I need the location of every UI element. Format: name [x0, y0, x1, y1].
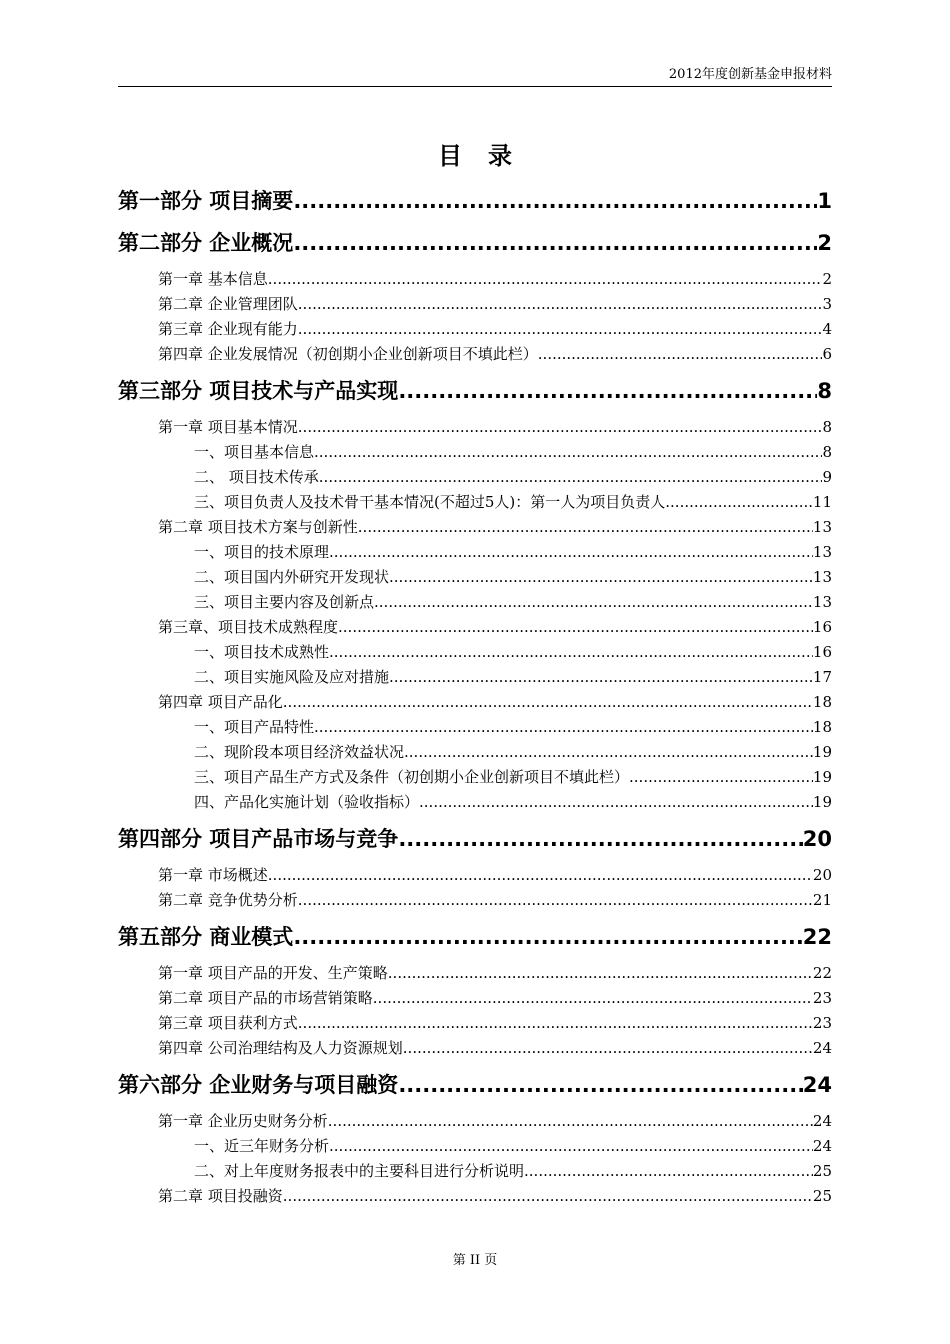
toc-chapter-entry[interactable]	[118, 515, 832, 540]
toc-page-number: 20	[802, 827, 832, 851]
toc-part-entry[interactable]	[118, 1067, 832, 1103]
toc-entry-title: 第一章 市场概述	[158, 866, 268, 884]
table-of-contents	[118, 178, 832, 1209]
toc-dot-leader	[293, 183, 817, 219]
toc-chapter-entry[interactable]	[118, 1011, 832, 1036]
toc-dot-leader	[298, 317, 823, 342]
toc-entry-title: 一、近三年财务分析	[194, 1137, 330, 1155]
toc-part-entry[interactable]	[118, 225, 832, 261]
toc-dot-leader	[314, 715, 813, 740]
toc-page-number: 2	[817, 231, 832, 255]
toc-page-number: 24	[802, 1073, 832, 1097]
toc-part-entry[interactable]	[118, 183, 832, 219]
toc-page-number: 19	[812, 743, 832, 761]
toc-dot-leader	[293, 225, 817, 261]
toc-page-number: 1	[817, 189, 832, 213]
toc-entry-title: 二、对上年度财务报表中的主要科目进行分析说明	[194, 1162, 525, 1180]
toc-page-number: 18	[812, 718, 832, 736]
toc-section-entry[interactable]	[118, 540, 832, 565]
toc-chapter-entry[interactable]	[118, 1036, 832, 1061]
toc-dot-leader	[404, 740, 813, 765]
page-footer	[0, 1249, 950, 1268]
toc-chapter-entry[interactable]	[118, 342, 832, 367]
toc-dot-leader	[329, 540, 813, 565]
toc-entry-title: 第一章 项目产品的开发、生产策略	[158, 964, 388, 982]
toc-entry-title: 二、 项目技术传承	[194, 468, 319, 486]
toc-section-entry[interactable]	[118, 740, 832, 765]
toc-entry-title: 第二章 企业管理团队	[158, 295, 298, 313]
toc-dot-leader	[298, 415, 823, 440]
toc-page-number: 22	[802, 925, 832, 949]
toc-page-number: 8	[822, 418, 832, 436]
toc-section-entry[interactable]	[118, 1134, 832, 1159]
toc-entry-title: 第三部分 项目技术与产品实现	[118, 379, 399, 403]
toc-page-number: 24	[812, 1112, 832, 1130]
toc-entry-title: 第一章 项目基本情况	[158, 418, 298, 436]
toc-section-entry[interactable]	[118, 1159, 832, 1184]
toc-chapter-entry[interactable]	[118, 961, 832, 986]
toc-chapter-entry[interactable]	[118, 1184, 832, 1209]
toc-chapter-entry[interactable]	[118, 1109, 832, 1134]
toc-dot-leader	[373, 986, 813, 1011]
toc-dot-leader	[389, 665, 813, 690]
toc-entry-title: 一、项目技术成熟性	[194, 643, 330, 661]
toc-part-entry[interactable]	[118, 919, 832, 955]
toc-dot-leader	[389, 565, 813, 590]
header-text: 2012年度创新基金申报材料	[668, 67, 832, 82]
toc-entry-title: 第三章 项目获利方式.	[158, 1014, 303, 1032]
toc-dot-leader	[524, 1159, 813, 1184]
toc-dot-leader	[403, 1036, 813, 1061]
toc-dot-leader	[629, 765, 813, 790]
toc-dot-leader	[268, 267, 823, 292]
toc-page-number: 16	[812, 643, 832, 661]
toc-dot-leader	[328, 1109, 813, 1134]
toc-dot-leader	[374, 590, 813, 615]
toc-dot-leader	[283, 1184, 813, 1209]
toc-chapter-entry[interactable]	[118, 986, 832, 1011]
toc-section-entry[interactable]	[118, 465, 832, 490]
toc-page-number: 8	[817, 379, 832, 403]
toc-dot-leader	[388, 961, 813, 986]
toc-page-number: 23	[812, 989, 832, 1007]
page-header	[118, 66, 832, 87]
toc-entry-title: 四、产品化实施计划（验收指标）	[194, 793, 420, 811]
toc-entry-title: 第二部分 企业概况	[118, 231, 294, 255]
toc-entry-title: 第四章 企业发展情况（初创期小企业创新项目不填此栏）	[158, 345, 538, 363]
toc-entry-title: 第四章 公司治理结构及人力资源规划	[158, 1039, 403, 1057]
toc-dot-leader	[319, 465, 823, 490]
toc-title: 目录	[438, 141, 538, 170]
toc-section-entry[interactable]	[118, 790, 832, 815]
toc-dot-leader	[293, 919, 802, 955]
toc-chapter-entry[interactable]	[118, 317, 832, 342]
toc-page-number: 9	[822, 468, 832, 486]
toc-entry-title: 一、项目产品特性	[194, 718, 315, 736]
toc-page-number: 25	[812, 1162, 832, 1180]
toc-page-number: 19	[812, 793, 832, 811]
toc-entry-title: 三、项目负责人及技术骨干基本情况(不超过5人)：第一人为项目负责人	[194, 493, 666, 511]
toc-page-number: 13	[812, 568, 832, 586]
toc-page-number: 22	[812, 964, 832, 982]
toc-page-number: 24	[812, 1039, 832, 1057]
toc-dot-leader	[303, 1011, 813, 1036]
toc-dot-leader	[398, 373, 817, 409]
toc-dot-leader	[419, 790, 813, 815]
toc-entry-title: 第五部分 商业模式	[118, 925, 294, 949]
toc-entry-title: 第二章 竞争优势分析	[158, 891, 298, 909]
toc-entry-title: 第一章 基本信息	[158, 270, 268, 288]
toc-dot-leader	[538, 342, 823, 367]
toc-part-entry[interactable]	[118, 373, 832, 409]
toc-dot-leader	[398, 1067, 802, 1103]
toc-entry-title: 二、项目实施风险及应对措施	[194, 668, 390, 686]
page-number: 第 II 页	[452, 1253, 498, 1268]
toc-chapter-entry[interactable]	[118, 690, 832, 715]
toc-entry-title: 二、项目国内外研究开发现状	[194, 568, 390, 586]
toc-section-entry[interactable]	[118, 590, 832, 615]
toc-page-number: 8	[822, 443, 832, 461]
toc-dot-leader	[665, 490, 813, 515]
toc-page-number: 23	[812, 1014, 832, 1032]
toc-entry-title: 第二章 项目产品的市场营销策略	[158, 989, 373, 1007]
toc-entry-title: 第三章 企业现有能力	[158, 320, 298, 338]
toc-chapter-entry[interactable]	[118, 863, 832, 888]
toc-page-number: 4	[822, 320, 832, 338]
toc-dot-leader	[298, 888, 813, 913]
toc-entry-title: 二、现阶段本项目经济效益状况	[194, 743, 405, 761]
toc-page-number: 13	[812, 593, 832, 611]
toc-section-entry[interactable]	[118, 765, 832, 790]
toc-dot-leader	[283, 690, 813, 715]
toc-page-number: 11	[812, 493, 832, 511]
toc-page-number: 17	[812, 668, 832, 686]
toc-entry-title: 一、项目的技术原理	[194, 543, 330, 561]
toc-entry-title: 第四章 项目产品化	[158, 693, 283, 711]
toc-entry-title: 三、项目主要内容及创新点	[194, 593, 375, 611]
toc-page-number: 3	[822, 295, 832, 313]
toc-dot-leader	[329, 640, 813, 665]
toc-chapter-entry[interactable]	[118, 267, 832, 292]
toc-part-entry[interactable]	[118, 821, 832, 857]
toc-page-number: 21	[812, 891, 832, 909]
toc-page-number: 13	[812, 518, 832, 536]
toc-dot-leader	[358, 515, 813, 540]
toc-chapter-entry[interactable]	[118, 615, 832, 640]
toc-entry-title: 第一部分 项目摘要	[118, 189, 294, 213]
toc-page-number: 6	[822, 345, 832, 363]
toc-dot-leader	[268, 863, 813, 888]
toc-entry-title: 第二章 项目投融资	[158, 1187, 283, 1205]
toc-dot-leader	[298, 292, 823, 317]
toc-page-number: 20	[812, 866, 832, 884]
toc-section-entry[interactable]	[118, 565, 832, 590]
toc-dot-leader	[398, 821, 802, 857]
toc-page-number: 25	[812, 1187, 832, 1205]
toc-section-entry[interactable]	[118, 665, 832, 690]
toc-chapter-entry[interactable]	[118, 292, 832, 317]
toc-entry-title: 第六部分 企业财务与项目融资	[118, 1073, 399, 1097]
toc-section-entry[interactable]	[118, 715, 832, 740]
toc-dot-leader	[314, 440, 822, 465]
toc-page-number: 24	[812, 1137, 832, 1155]
toc-dot-leader	[329, 1134, 813, 1159]
toc-entry-title: 第一章 企业历史财务分析	[158, 1112, 328, 1130]
toc-section-entry[interactable]	[118, 490, 832, 515]
toc-chapter-entry[interactable]	[118, 888, 832, 913]
toc-page-number: 2	[822, 270, 832, 288]
toc-entry-title: 三、项目产品生产方式及条件（初创期小企业创新项目不填此栏）	[194, 768, 630, 786]
toc-page-number: 19	[812, 768, 832, 786]
toc-section-entry[interactable]	[118, 440, 832, 465]
toc-section-entry[interactable]	[118, 640, 832, 665]
toc-entry-title: 第四部分 项目产品市场与竞争	[118, 827, 399, 851]
toc-entry-title: 第三章、项目技术成熟程度	[158, 618, 339, 636]
toc-entry-title: 一、项目基本信息	[194, 443, 315, 461]
toc-dot-leader	[338, 615, 813, 640]
toc-page-number: 18	[812, 693, 832, 711]
toc-page-number: 16	[812, 618, 832, 636]
toc-chapter-entry[interactable]	[118, 415, 832, 440]
toc-entry-title: 第二章 项目技术方案与创新性	[158, 518, 358, 536]
toc-page-number: 13	[812, 543, 832, 561]
